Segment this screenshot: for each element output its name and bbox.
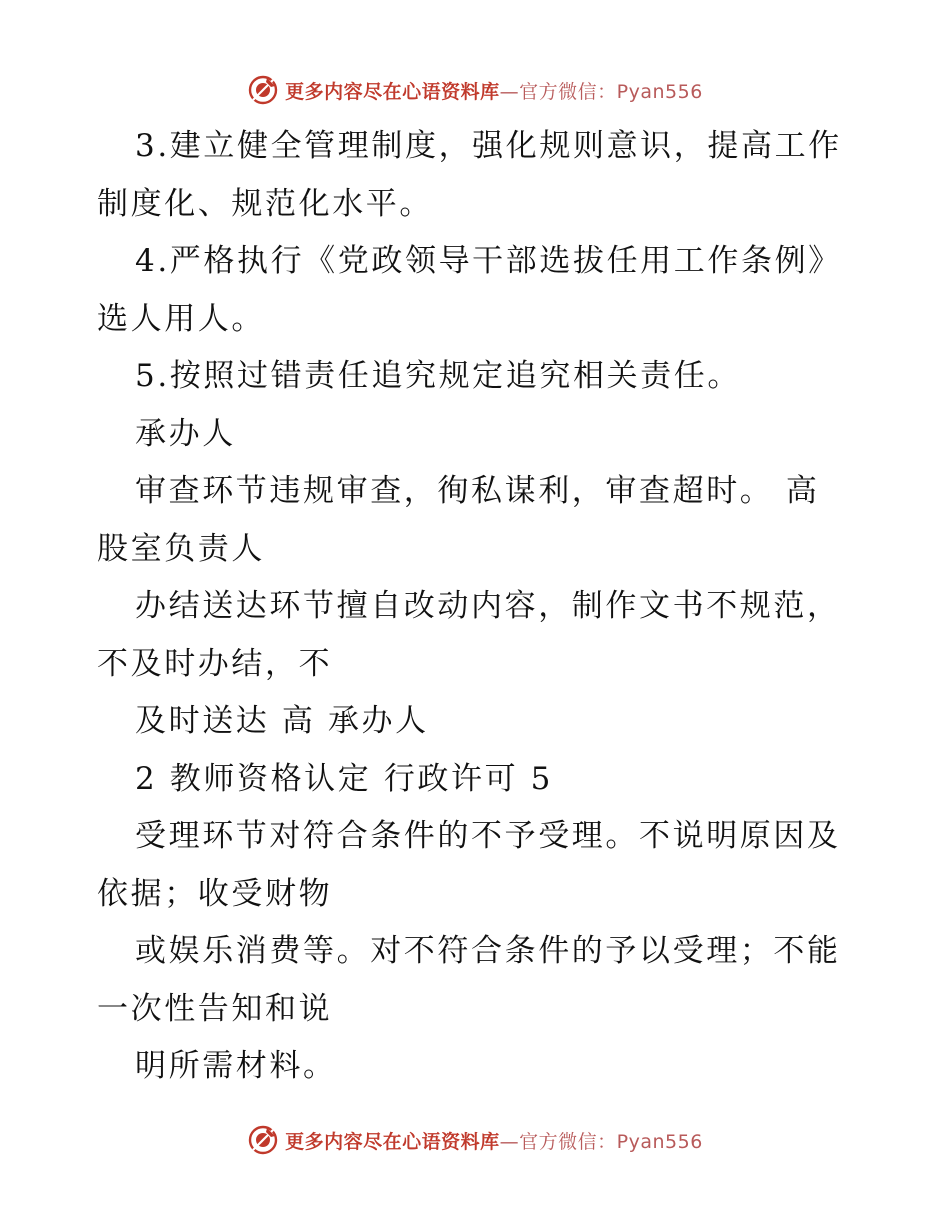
paragraph-line: 不及时办结，不 bbox=[97, 645, 333, 682]
paragraph-line: 依据；收受财物 bbox=[97, 875, 333, 912]
paragraph-line: 4.严格执行《党政领导干部选拔任用工作条例》 bbox=[135, 243, 842, 279]
quill-seal-icon bbox=[247, 74, 279, 106]
watermark-header bbox=[0, 70, 950, 110]
document-body bbox=[97, 118, 857, 1096]
paragraph-line: 3.建立健全管理制度，强化规则意识，提高工作 bbox=[135, 128, 842, 164]
paragraph-line: 2 教师资格认定 行政许可 5 bbox=[135, 760, 554, 797]
paragraph-line: 及时送达 高 承办人 bbox=[135, 703, 429, 739]
watermark-brand: 更多内容尽在心语资料库 bbox=[285, 1130, 500, 1153]
paragraph-line: 承办人 bbox=[135, 415, 236, 452]
watermark-separator: — bbox=[499, 1130, 520, 1153]
watermark-text bbox=[285, 77, 703, 104]
paragraph-line: 制度化、规范化水平。 bbox=[97, 185, 433, 222]
quill-seal-icon bbox=[247, 1124, 279, 1156]
paragraph-line: 选人用人。 bbox=[97, 300, 265, 337]
watermark-contact: 官方微信：Pyan556 bbox=[519, 1130, 703, 1153]
paragraph-line: 受理环节对符合条件的不予受理。不说明原因及 bbox=[135, 818, 841, 854]
paragraph-line: 股室负责人 bbox=[97, 530, 265, 567]
paragraph-line: 明所需材料。 bbox=[135, 1048, 337, 1084]
watermark-contact: 官方微信：Pyan556 bbox=[519, 80, 703, 103]
watermark-separator: — bbox=[499, 80, 520, 103]
watermark-brand: 更多内容尽在心语资料库 bbox=[285, 80, 500, 103]
paragraph-line: 或娱乐消费等。对不符合条件的予以受理；不能 bbox=[135, 933, 841, 969]
paragraph-line: 办结送达环节擅自改动内容，制作文书不规范， bbox=[135, 588, 841, 624]
paragraph-line: 审查环节违规审查，徇私谋利，审查超时。 高 bbox=[135, 473, 820, 509]
watermark-text bbox=[285, 1127, 703, 1154]
watermark-footer bbox=[0, 1120, 950, 1160]
paragraph-line: 一次性告知和说 bbox=[97, 990, 333, 1027]
paragraph-line: 5.按照过错责任追究规定追究相关责任。 bbox=[135, 358, 741, 394]
